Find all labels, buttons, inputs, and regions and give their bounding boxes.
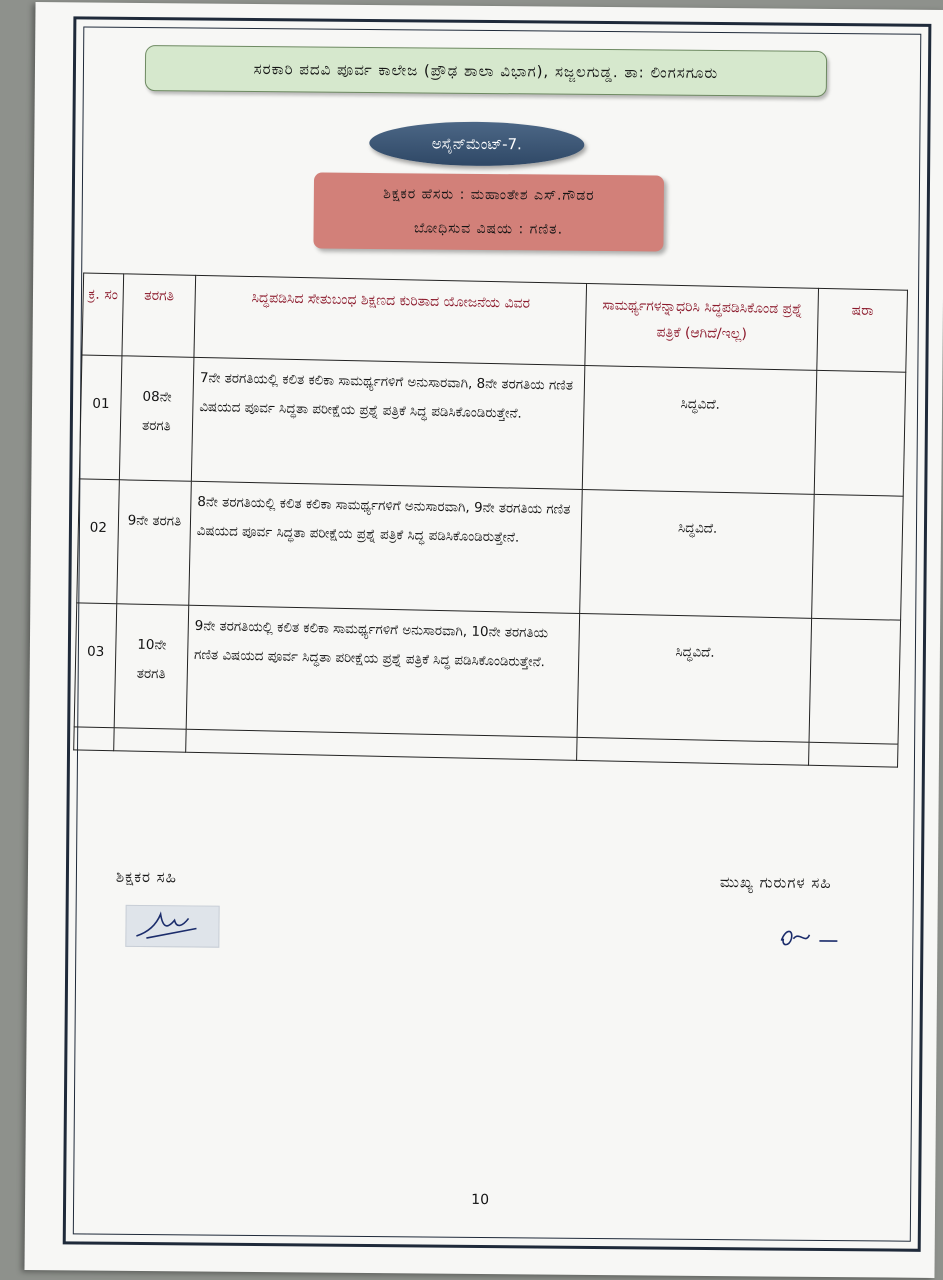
institution-name: ಸರಕಾರಿ ಪದವಿ ಪೂರ್ವ ಕಾಲೇಜ (ಪ್ರೌಢ ಶಾಲಾ ವಿಭಾಗ), ಸಜ್ಜಲಗುಡ್ಡ. ತಾ: ಲಿಂಗಸಗೂರು [253,59,719,83]
empty-cell [74,727,114,751]
table-row [77,479,903,620]
row-status: ಸಿದ್ಧವಿದೆ. [577,613,811,742]
row-plan: 9ನೇ ತರಗತಿಯಲ್ಲಿ ಕಲಿತ ಕಲಿಕಾ ಸಾಮರ್ಥ್ಯಗಳಿಗೆ ಅನುಸಾರವಾಗಿ, 10ನೇ ತರಗತಿಯ ಗಣಿತ ವಿಷಯದ ಪೂರ್ವ ಸಿದ್ಧತಾ ಪರೀಕ್ಷೆಯ ಪ್ರಶ್ನೆ ಪತ್ರಿಕೆ ಸಿದ್ಧ ಪಡಿಸಿಕೊಂಡಿರುತ್ತೇನೆ. [186,605,580,737]
empty-cell [809,742,898,767]
empty-cell [114,728,186,753]
row-plan: 7ನೇ ತರಗತಿಯಲ್ಲಿ ಕಲಿತ ಕಲಿಕಾ ಸಾಮರ್ಥ್ಯಗಳಿಗೆ ಅನುಸಾರವಾಗಿ, 8ನೇ ತರಗತಿಯ ಗಣಿತ ವಿಷಯದ ಪೂರ್ವ ಸಿದ್ಧತಾ ಪರೀಕ್ಷೆಯ ಪ್ರಶ್ನೆ ಪತ್ರಿಕೆ ಸಿದ್ಧ ಪಡಿಸಿಕೊಂಡಿರುತ್ತೇನೆ. [191,357,585,489]
header-remarks: ಷರಾ [817,288,908,372]
teacher-info-box [313,172,664,251]
teacher-signature-label: ಶಿಕ್ಷಕರ ಸಹಿ [115,867,178,887]
document-page [24,2,943,1278]
subject-name: ಬೋಧಿಸುವ ವಿಷಯ : ಗಣಿತ. [414,220,564,238]
teacher-name: ಶಿಕ್ಷಕರ ಹೆಸರು : ಮಹಾಂತೇಶ ಎಸ್.ಗೌಡರ [383,186,595,204]
row-remarks [814,370,905,496]
headmaster-signature-label: ಮುಖ್ಯ ಗುರುಗಳ ಸಹಿ [719,873,832,893]
empty-cell [577,737,809,765]
row-serial: 02 [77,479,120,604]
row-serial: 03 [74,603,117,728]
headmaster-signature-image [775,919,855,956]
row-class: 10ನೇ ತರಗತಿ [114,604,189,729]
header-question-paper: ಸಾಮರ್ಥ್ಯಗಳನ್ನಾಧರಿಸಿ ಸಿದ್ಧಪಡಿಸಿಕೊಂಡ ಪ್ರಶ್ನೆ ಪತ್ರಿಕೆ (ಆಗಿದೆ/ಇಲ್ಲ) [585,284,818,371]
row-class: 08ನೇ ತರಗತಿ [119,356,194,481]
assignment-title: ಅಸೈನ್‌ಮೆಂಟ್-7. [431,134,522,154]
row-plan: 8ನೇ ತರಗತಿಯಲ್ಲಿ ಕಲಿತ ಕಲಿಕಾ ಸಾಮರ್ಥ್ಯಗಳಿಗೆ ಅನುಸಾರವಾಗಿ, 9ನೇ ತರಗತಿಯ ಗಣಿತ ವಿಷಯದ ಪೂರ್ವ ಸಿದ್ಧತಾ ಪರೀಕ್ಷೆಯ ಪ್ರಶ್ನೆ ಪತ್ರಿಕೆ ಸಿದ್ಧ ಪಡಿಸಿಕೊಂಡಿರುತ್ತೇನೆ. [189,481,583,613]
header-plan: ಸಿದ್ಧಪಡಿಸಿದ ಸೇತುಬಂಧ ಶಿಕ್ಷಣದ ಕುರಿತಾದ ಯೋಜನೆಯ ವಿವರ [194,275,587,365]
page-number: 10 [471,1191,490,1209]
row-serial: 01 [79,355,122,480]
row-remarks [812,494,903,620]
row-remarks [809,618,900,744]
row-status: ಸಿದ್ಧವಿದೆ. [583,366,817,495]
header-serial: ಕ್ರ. ಸಂ [82,273,124,356]
header-class: ತರಗತಿ [122,274,196,357]
assignment-table [73,272,908,767]
teacher-signature-image [125,905,219,948]
institution-header [145,45,827,97]
row-class: 9ನೇ ತರಗತಿ [117,480,192,605]
table-row [74,603,900,744]
row-status: ಸಿದ್ಧವಿದೆ. [580,489,814,618]
table-row [79,355,905,496]
